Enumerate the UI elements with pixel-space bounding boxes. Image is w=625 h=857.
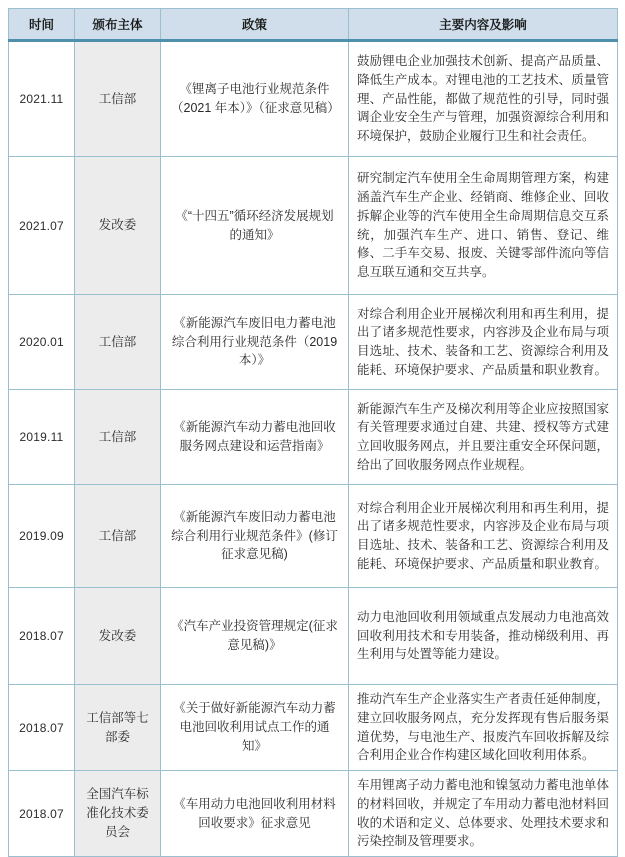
table-row (9, 771, 618, 857)
row-time: 2020.01 (9, 295, 75, 390)
row-time: 2019.09 (9, 485, 75, 588)
row-content: 研究制定汽车使用全生命周期管理方案，构建涵盖汽车生产企业、经销商、维修企业、回收拆解企业等的汽车使用全生命周期信息交互系统，加强汽车生产、进口、销售、登记、维修、二手车交易、报废、关键零部件流向等信息互联互通和交互共享。 (349, 157, 618, 295)
row-issuer: 工信部 (75, 390, 161, 485)
row-issuer: 发改委 (75, 157, 161, 295)
header-content: 主要内容及影响 (349, 9, 618, 41)
row-policy: 《车用动力电池回收利用材料回收要求》征求意见 (161, 771, 349, 857)
table-row (9, 157, 618, 295)
row-content: 对综合利用企业开展梯次利用和再生利用，提出了诸多规范性要求，内容涉及企业布局与项目选址、技术、装备和工艺、资源综合利用及能耗、环境保护要求、产品质量和职业教育。 (349, 485, 618, 588)
row-time: 2018.07 (9, 685, 75, 771)
row-time: 2021.11 (9, 41, 75, 157)
table-row (9, 295, 618, 390)
row-content: 鼓励锂电企业加强技术创新、提高产品质量、降低生产成本。对锂电池的工艺技术、质量管理、产品性能，都做了规范性的引导，同时强调企业安全生产与管理，加强资源综合利用和环境保护，鼓励企业履行卫生和社会责任。 (349, 41, 618, 157)
header-issuer: 颁布主体 (75, 9, 161, 41)
row-time: 2018.07 (9, 588, 75, 685)
row-policy: 《新能源汽车废旧电力蓄电池综合利用行业规范条件（2019 本）》 (161, 295, 349, 390)
row-time: 2018.07 (9, 771, 75, 857)
table-row (9, 41, 618, 157)
row-issuer: 工信部 (75, 295, 161, 390)
row-issuer: 工信部 (75, 41, 161, 157)
row-policy: 《新能源汽车动力蓄电池回收服务网点建设和运营指南》 (161, 390, 349, 485)
row-content: 推动汽车生产企业落实生产者责任延伸制度，建立回收服务网点，充分发挥现有售后服务渠道优势，与电池生产、报废汽车回收拆解及综合利用企业合作构建区域化回收利用体系。 (349, 685, 618, 771)
row-time: 2021.07 (9, 157, 75, 295)
table-row (9, 588, 618, 685)
row-policy: 《新能源汽车废旧动力蓄电池综合利用行业规范条件》(修订征求意见稿) (161, 485, 349, 588)
row-policy: 《汽车产业投资管理规定(征求意见稿)》 (161, 588, 349, 685)
table-row (9, 485, 618, 588)
row-issuer: 工信部 (75, 485, 161, 588)
battery-recycling-policy-table (8, 8, 618, 857)
header-policy: 政策 (161, 9, 349, 41)
row-content: 动力电池回收利用领域重点发展动力电池高效回收利用技术和专用装备，推动梯级利用、再生利用与处置等能力建设。 (349, 588, 618, 685)
row-policy: 《锂离子电池行业规范条件（2021 年本）》（征求意见稿） (161, 41, 349, 157)
row-content: 对综合利用企业开展梯次利用和再生利用，提出了诸多规范性要求，内容涉及企业布局与项目选址、技术、装备和工艺、资源综合利用及能耗、环境保护要求、产品质量和职业教育。 (349, 295, 618, 390)
row-policy: 《“十四五”循环经济发展规划的通知》 (161, 157, 349, 295)
table-header-row (9, 9, 618, 41)
row-issuer: 全国汽车标准化技术委员会 (75, 771, 161, 857)
header-time: 时间 (9, 9, 75, 41)
row-policy: 《关于做好新能源汽车动力蓄电池回收利用试点工作的通知》 (161, 685, 349, 771)
row-issuer: 工信部等七部委 (75, 685, 161, 771)
row-content: 新能源汽车生产及梯次利用等企业应按照国家有关管理要求通过自建、共建、授权等方式建立回收服务网点，并且要注重安全环保问题，给出了回收服务网点作业规程。 (349, 390, 618, 485)
table-row (9, 390, 618, 485)
row-issuer: 发改委 (75, 588, 161, 685)
row-content: 车用锂离子动力蓄电池和镍氢动力蓄电池单体的材料回收，并规定了车用动力蓄电池材料回收的术语和定义、总体要求、处理技术要求和污染控制及管理要求。 (349, 771, 618, 857)
row-time: 2019.11 (9, 390, 75, 485)
table-row (9, 685, 618, 771)
